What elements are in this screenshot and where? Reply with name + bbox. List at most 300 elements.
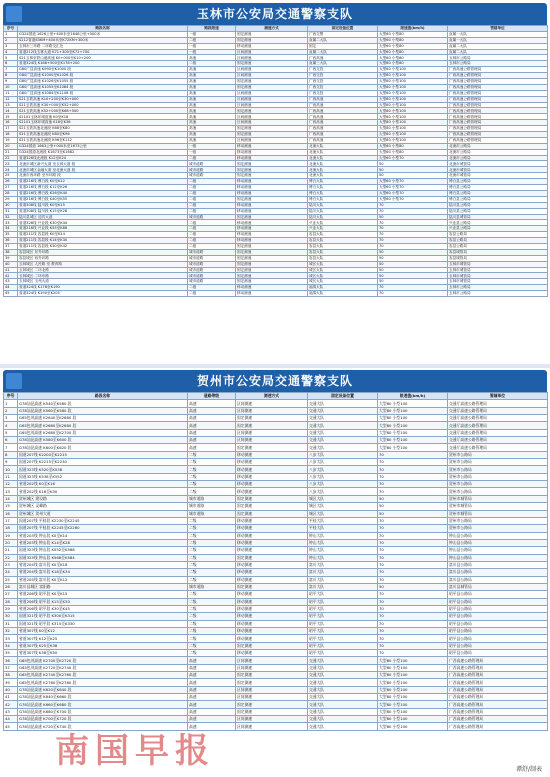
table-cell: 北流大队 [308,167,378,173]
table-cell: 50 [378,173,448,179]
table-cell: 昭平大队 [308,591,378,598]
table-cell: 广西交投 [308,73,378,79]
table-cell: 陆川县城区 迎宾大道 [18,214,188,220]
table-row [4,642,548,649]
table-row [4,510,548,517]
table-cell: 昭平县公路局 [448,620,548,627]
table-cell: G78汕昆高速 K560至K580 段 [18,407,188,414]
table-cell: 广西高速公路管理局 [448,716,548,723]
table-cell: 平桂大队 [308,525,378,532]
table-cell: 直属一大队 [448,31,548,37]
table-cell: 固定测速 [236,495,308,502]
table-cell: 昭平大队 [308,598,378,605]
table-cell: 大型60 小型80 [378,143,448,149]
table-cell: 交通大队 [308,701,378,708]
table-cell: 富川县公路局 [448,561,548,568]
table-cell: 移动测速 [236,561,308,568]
table-cell: 8 [4,73,18,79]
table-cell: 高速 [188,120,236,126]
table-cell: 大型80 小型100 [378,79,448,85]
table-cell: 26 [4,583,18,590]
table-cell: 二级 [188,635,236,642]
table-cell: S2101玉林环城高速 K18至K36 [18,120,188,126]
table-cell: 广西高速公路管理局 [448,708,548,715]
table-cell: 广西高速公路管理局 [448,132,548,138]
table-cell: G80广昆高速 K1055至K1084 段 [18,84,188,90]
column-header: 路段名称 [18,393,188,400]
table-cell: 70 [378,238,448,244]
table-cell: 八步大队 [308,451,378,458]
table-cell: 移动测速 [236,598,308,605]
table-cell: 兴业县公路局 [448,220,548,226]
table-cell: 玉林城区 二环东路 [18,273,188,279]
table-cell: 区间测速 [236,96,308,102]
table-cell: 省道328线北流段 K12至K24 [18,155,188,161]
table-cell: 区间测速 [236,686,308,693]
table-cell: 大型80 小型100 [378,96,448,102]
table-cell: 二级 [188,517,236,524]
table-cell: 移动测速 [236,143,308,149]
table-cell: S21玉林至铁山港高速 K0+000至K10+200 [18,55,188,61]
table-cell: 大型60 小型80 [378,31,448,37]
table-cell: 移动测速 [236,635,308,642]
table-cell: 容县城区 西外环路 [18,255,188,261]
table-row [4,473,548,480]
table-cell: 70 [378,650,448,657]
table-cell: 大型80 小型100 [378,400,448,407]
table-cell: 大型80 小型100 [378,108,448,114]
table-cell: 5 [4,55,18,61]
table-cell: 18 [4,525,18,532]
table-cell: G80广昆高速 K1026至K1055 段 [18,79,188,85]
table-cell: 6 [4,437,18,444]
table-cell: 大型80 小型100 [378,126,448,132]
table-cell: 省道203线 钟山段 K14至K28 [18,539,188,546]
table-cell: 37 [4,664,18,671]
table-cell: 50 [378,503,448,510]
table-cell: 博白大队 [308,190,378,196]
table-cell: 省道206线 昭平段 K0至K15 [18,591,188,598]
table-row [4,481,548,488]
table-cell: 省道328线 兴业段 K30至K44 [18,220,188,226]
table-cell: 八步大队 [308,473,378,480]
table-row [4,429,548,436]
table-cell: 50 [378,583,448,590]
table-row [4,554,548,561]
table-cell: 29 [4,196,18,202]
table-cell: 19 [4,532,18,539]
table-cell: 区间测速 [236,694,308,701]
table-cell: 容县公路局 [448,243,548,249]
table-cell: 广西高速 [308,114,378,120]
table-cell: 平桂大队 [308,517,378,524]
table-cell: 区间测速 [236,67,308,73]
table-cell: 移动测速 [236,620,308,627]
table-row [4,539,548,546]
table-cell: 50 [378,214,448,220]
table-cell: 北流大队 [308,149,378,155]
table-cell: 富川县公路局 [448,576,548,583]
table-row [4,495,548,502]
table-cell: 直属一大队 [448,37,548,43]
table-row [4,635,548,642]
table-cell: 城市道路 [188,173,236,179]
banner-marker-icon [6,373,22,389]
table-cell: 9 [4,459,18,466]
table-cell: 北流大队 [308,143,378,149]
table-cell: 固定测速 [236,167,308,173]
table-cell: 移动测速 [236,155,308,161]
table-cell: 50 [378,167,448,173]
table-cell: 高速 [188,400,236,407]
table-cell: 省道307线 K25至K38 [18,642,188,649]
table-row [4,291,548,297]
table-cell: 高速 [188,664,236,671]
table-cell: 玉林城区 人民路 至 教育路 [18,261,188,267]
table-cell: 6 [4,61,18,67]
table-cell: 大型80 小型100 [378,694,448,701]
table-cell: 富川大队 [308,576,378,583]
table-cell: 70 [378,642,448,649]
table-cell: 30 [4,613,18,620]
table-cell: 钟山大队 [308,554,378,561]
table-cell: 昭平县公路局 [448,650,548,657]
table-row [4,400,548,407]
table-cell: 29 [4,605,18,612]
table-cell: 广西高速公路管理局 [448,701,548,708]
table-cell: 交通大队 [308,429,378,436]
table-cell: 移动测速 [236,569,308,576]
table-cell: 国道323线 K520至K538 [18,466,188,473]
table-cell: 北流市西环路 至东环路 段 [18,173,188,179]
table-row [4,672,548,679]
table-cell: 省道308线 陆川段 K0至K15 [18,202,188,208]
table-cell: 39 [4,255,18,261]
table-cell: 二级 [188,243,236,249]
table-cell: 广西高速公路管理局 [448,73,548,79]
table-cell: 大型60 小型80 [378,61,448,67]
table-row [4,503,548,510]
table-cell: 昭平大队 [308,650,378,657]
table-cell: 区间测速 [236,114,308,120]
table-cell: 70 [378,613,448,620]
table-cell: 富川县公路局 [448,569,548,576]
table-cell: 大型80 小型100 [378,708,448,715]
table-row [4,525,548,532]
table-cell: 26 [4,179,18,185]
table-cell: 贺州市公路局 [448,481,548,488]
table-cell: 70 [378,291,448,297]
table-cell: 区间测速 [236,90,308,96]
table-cell: 固定测速 [236,249,308,255]
table-cell: 贺州市公路局 [448,517,548,524]
table-cell: 14 [4,108,18,114]
table-cell: 玉林市公路局 [448,61,548,67]
table-cell: 省道211线 容县段 K0至K14 [18,232,188,238]
table-cell: S212省道63KM+400米至K72KM+300米 [18,37,188,43]
table-cell: 70 [378,488,448,495]
table-cell: 省道307线 K38至K50 [18,650,188,657]
table-cell: G65包茂高速 K2720至K2740 段 [18,664,188,671]
table-cell: 玉林市公路局 [448,55,548,61]
table-cell: 22 [4,155,18,161]
table-cell: 广西高速公路管理局 [448,96,548,102]
table-cell: 2 [4,37,18,43]
table-cell: 八步大队 [308,466,378,473]
table-cell: G80广昆高速 K1084至K1108 段 [18,90,188,96]
table-cell: 39 [4,679,18,686]
table-cell: 富川县城管局 [448,583,548,590]
table-cell: 博白大队 [308,185,378,191]
table-cell: 北流大队 [308,161,378,167]
table-cell: 18 [4,132,18,138]
table-cell: G78汕昆高速 K620至K640 段 [18,686,188,693]
table-cell: 城市道路 [188,249,236,255]
table-cell: 高速 [188,84,236,90]
table-cell: 昭平大队 [308,635,378,642]
table-cell: 广西高速 [308,108,378,114]
table-cell: 容县大队 [308,232,378,238]
table-cell: G80广昆高速 K1000至K1026 段 [18,73,188,79]
table-cell: 28 [4,190,18,196]
table-cell: 22 [4,554,18,561]
table-cell: 贺州市公路局 [448,488,548,495]
table-cell: 博白县公路局 [448,185,548,191]
table-row [4,708,548,715]
masthead-logo: 南国早报 [55,731,215,771]
table-cell: 昭平县公路局 [448,591,548,598]
table-cell: 广西交警 [308,31,378,37]
table-cell: 高速 [188,79,236,85]
table-cell: 富川大队 [308,569,378,576]
hezhou-title: 贺州市公安局交通警察支队 [196,374,353,388]
table-cell: 高速 [188,137,236,143]
table-row [4,613,548,620]
table-cell: 陆川大队 [308,202,378,208]
table-cell: 二级 [188,576,236,583]
table-cell: 广西高速 [308,137,378,143]
table-cell: S21玉铁高速 K52+000至K68+500 [18,108,188,114]
table-cell: 容县公路局 [448,238,548,244]
table-cell: 昭平大队 [308,620,378,627]
table-cell: 贺州市公路局 [448,473,548,480]
table-cell: 34 [4,226,18,232]
table-cell: 固定测速 [236,503,308,510]
table-cell: 区间测速 [236,120,308,126]
table-row [4,415,548,422]
table-cell: 42 [4,701,18,708]
table-cell: 高速 [188,708,236,715]
table-cell: 交通大队 [308,694,378,701]
table-cell: 二级 [188,202,236,208]
column-header: 路段限速 [188,26,236,32]
table-cell: 移动测速 [236,179,308,185]
table-cell: 国道207线 K2215至K2230 [18,459,188,466]
table-cell: 玉林市城管局 [448,273,548,279]
column-header: 限速值(km/h) [378,393,448,400]
table-cell: 区间测速 [236,137,308,143]
table-cell: 广西高速 [308,120,378,126]
table-cell: 13 [4,488,18,495]
table-cell: 直属二大队 [448,49,548,55]
table-row [4,561,548,568]
table-cell: 高速 [188,67,236,73]
table-cell: 3 [4,43,18,49]
table-row [4,488,548,495]
table-cell: 容县城区 东外环路 [18,249,188,255]
table-cell: 11 [4,473,18,480]
table-cell: 二级 [188,532,236,539]
table-row [4,716,548,723]
table-cell: 高速 [188,96,236,102]
table-cell: 交通厅高速公路管理局 [448,400,548,407]
table-cell: 国道323线 钟山段 K568至K584 [18,554,188,561]
table-cell: 交通厅高速公路管理局 [448,422,548,429]
table-cell: 广西高速公路管理局 [448,108,548,114]
table-cell: G65包茂高速 K2660至K2680 段 [18,422,188,429]
table-cell: 区间测速 [236,429,308,436]
table-cell: 国道323线 K538至K552 [18,473,188,480]
table-cell: 38 [4,249,18,255]
table-cell: 70 [378,561,448,568]
table-cell: 二级 [188,291,236,297]
table-cell: 广西高速公路管理局 [448,102,548,108]
table-cell: 交通大队 [308,723,378,730]
table-cell: 交通大队 [308,400,378,407]
table-cell: 21 [4,149,18,155]
table-cell: 二级 [188,466,236,473]
table-cell: 广西交投 [308,90,378,96]
table-cell: 12 [4,481,18,488]
table-cell: 43 [4,708,18,715]
table-cell: 贺州市城管局 [448,510,548,517]
table-cell: 70 [378,208,448,214]
table-cell: 44 [4,716,18,723]
table-cell: 20 [4,143,18,149]
table-cell: 二级 [188,459,236,466]
table-cell: 70 [378,598,448,605]
table-cell: 博白县公路局 [448,190,548,196]
table-cell: 大型60 小型70 [378,185,448,191]
table-cell: 二级 [188,185,236,191]
table-cell: 70 [378,620,448,627]
yulin-banner [3,3,547,25]
table-cell: 高速 [188,694,236,701]
table-cell: 固定测速 [236,510,308,517]
table-cell: 16 [4,120,18,126]
table-cell: 贺州城区 建设路 [18,495,188,502]
table-cell: 23 [4,561,18,568]
table-cell: 交通大队 [308,686,378,693]
table-cell: 70 [378,232,448,238]
table-cell: 广西高速 [308,126,378,132]
table-cell: 昭平大队 [308,642,378,649]
table-row [4,605,548,612]
table-cell: 28 [4,598,18,605]
table-cell: 省道308线 陆川段 K15至K28 [18,208,188,214]
table-cell: 固定测速 [236,444,308,451]
table-cell: 交通大队 [308,716,378,723]
table-cell: 移动测速 [236,591,308,598]
table-cell: 31 [4,208,18,214]
table-cell: 贺州市公路局 [448,525,548,532]
table-cell: 大型80 小型100 [378,723,448,730]
table-cell: 移动测速 [236,517,308,524]
table-cell: 省道216线 博白段 K26至K40 [18,190,188,196]
table-cell: 固定测速 [236,642,308,649]
table-cell: 钟山大队 [308,532,378,539]
table-cell: 省道216线 博白段 K0至K12 [18,179,188,185]
table-cell: 70 [378,525,448,532]
table-cell: G65包茂高速 K2760至K2780 段 [18,679,188,686]
table-cell: 固定测速 [236,415,308,422]
table-cell: 固定测速 [236,84,308,90]
hezhou-table [3,392,548,731]
table-cell: 广西高速公路管理局 [448,137,548,143]
table-cell: 直属二大队 [448,43,548,49]
table-cell: 省道216线 博白段 K40至K55 [18,196,188,202]
column-header: 测速方式 [236,393,308,400]
table-cell: S2101玉林环城高速 K0至K18 [18,114,188,120]
table-cell: 10 [4,466,18,473]
table-cell: 20 [4,539,18,546]
table-cell: 大型80 小型100 [378,672,448,679]
table-cell: S21玉铁高速北流段 K80至K96 [18,132,188,138]
table-cell: 区间测速 [236,55,308,61]
table-cell: 区间测速 [236,73,308,79]
table-cell: 移动测速 [236,451,308,458]
table-row [4,466,548,473]
table-cell: 二级 [188,481,236,488]
table-cell: 大型80 小型100 [378,407,448,414]
table-cell: 移动测速 [236,232,308,238]
table-cell: 容县大队 [308,238,378,244]
table-cell: 贺州城区 贺州大道 [18,510,188,517]
section-divider [0,364,550,368]
table-cell: 移动测速 [236,291,308,297]
table-cell: 移动测速 [236,613,308,620]
table-cell: 广西高速 [308,96,378,102]
table-cell: 广西高速公路管理局 [448,120,548,126]
table-cell: 40 [4,261,18,267]
table-cell: 省道211线 容县段 K30至K42 [18,243,188,249]
table-cell: G324国道 1626公里+400米至1648公里+500米 [18,31,188,37]
table-cell: 区间测速 [236,49,308,55]
table-cell: 二级 [188,473,236,480]
table-cell: 城区大队 [308,510,378,517]
table-cell: 二级 [188,179,236,185]
table-cell: G78汕昆高速 K700至K720 段 [18,716,188,723]
table-cell: S21玉铁高速 K10+200至K30+000 [18,96,188,102]
table-cell: G65包茂高速 K2700至K2720 段 [18,657,188,664]
table-cell: 城区大队 [308,279,378,285]
column-header: 管辖单位 [448,26,548,32]
table-cell: 移动测速 [236,547,308,554]
table-cell: 昭平大队 [308,628,378,635]
table-cell: 70 [378,554,448,561]
table-cell: 陆川县公路局 [448,208,548,214]
table-cell: 高速 [188,701,236,708]
table-cell: 高速 [188,672,236,679]
table-cell: 15 [4,503,18,510]
column-header: 测速方式 [236,26,308,32]
table-cell: 移动测速 [236,285,308,291]
table-cell: 省道211线 容县段 K14至K30 [18,238,188,244]
table-cell: 广西高速 [308,55,378,61]
table-cell: 玉林市城管局 [448,279,548,285]
table-cell: 大型60 小型70 [378,155,448,161]
table-cell: 固定测速 [236,79,308,85]
